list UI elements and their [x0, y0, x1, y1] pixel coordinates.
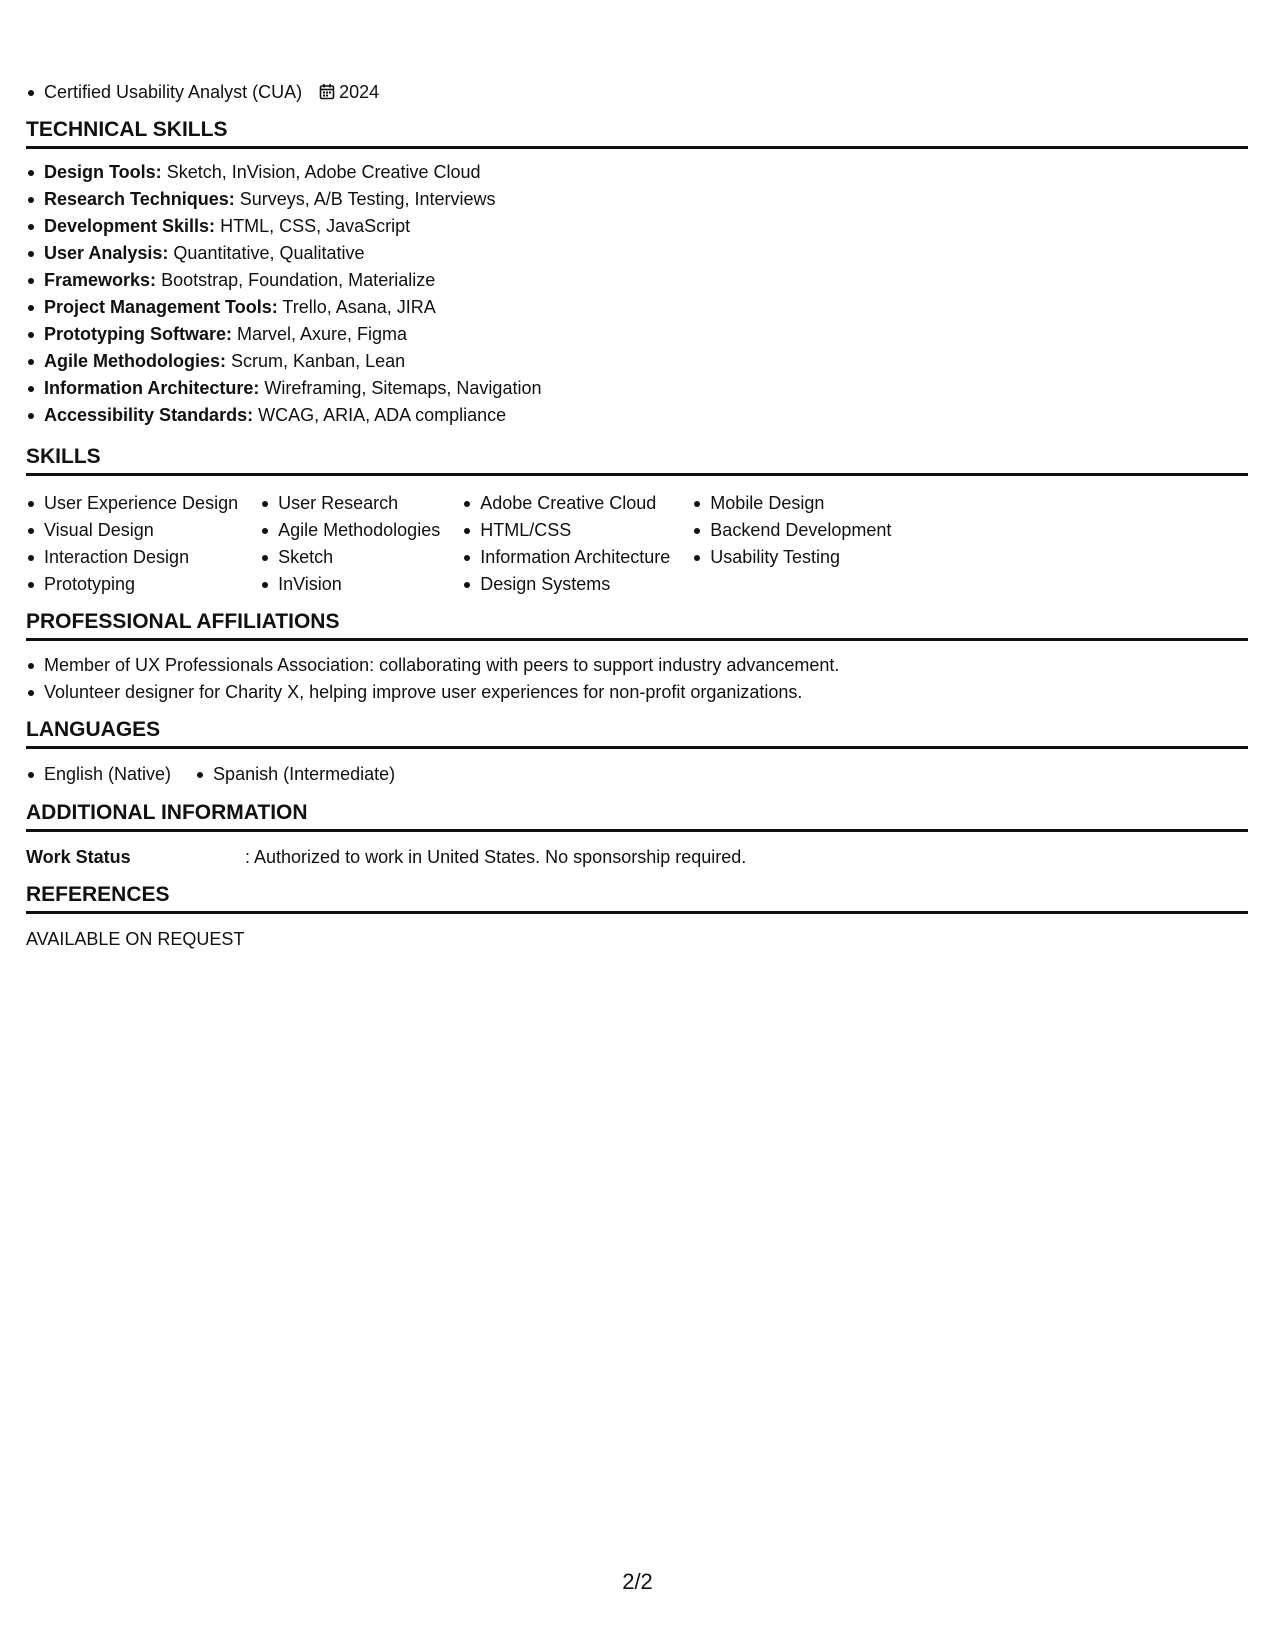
skill-item: InVision — [260, 571, 440, 598]
skills-column — [462, 490, 670, 598]
skills-column — [692, 490, 891, 598]
skill-item: Design Systems — [462, 571, 670, 598]
technical-skill-item — [26, 213, 541, 240]
skill-item: Interaction Design — [26, 544, 238, 571]
certification-year: 2024 — [339, 82, 380, 102]
certification-name: Certified Usability Analyst (CUA) — [44, 82, 303, 102]
skill-value: HTML, CSS, JavaScript — [220, 216, 411, 236]
skill-item: Adobe Creative Cloud — [462, 490, 670, 517]
language-item: English (Native) — [26, 761, 171, 788]
work-status-label: Work Status — [26, 847, 131, 867]
skill-item: User Research — [260, 490, 440, 517]
work-status-value: : Authorized to work in United States. No sponsorship required. — [245, 847, 747, 867]
technical-skill-item — [26, 348, 541, 375]
skills-heading: SKILLS — [26, 443, 1248, 476]
languages-heading: LANGUAGES — [26, 716, 1248, 749]
technical-skill-item — [26, 321, 541, 348]
technical-skill-item — [26, 294, 541, 321]
skills-column — [26, 490, 238, 598]
technical-skill-item — [26, 267, 541, 294]
affiliations-list — [26, 652, 839, 706]
skill-label: User Analysis: — [44, 243, 169, 263]
skill-value: Scrum, Kanban, Lean — [231, 351, 406, 371]
technical-skill-item — [26, 186, 541, 213]
technical-skills-list — [26, 159, 541, 429]
skill-item: Prototyping — [26, 571, 238, 598]
skill-item: Mobile Design — [692, 490, 891, 517]
skill-value: Surveys, A/B Testing, Interviews — [239, 189, 496, 209]
skill-item: User Experience Design — [26, 490, 238, 517]
certification-item — [26, 79, 379, 106]
skill-item: Backend Development — [692, 517, 891, 544]
skill-item: Usability Testing — [692, 544, 891, 571]
skill-label: Frameworks: — [44, 270, 157, 290]
references-heading: REFERENCES — [26, 881, 1248, 914]
skill-item: Sketch — [260, 544, 440, 571]
references-text: AVAILABLE ON REQUEST — [26, 929, 245, 949]
technical-skill-item — [26, 159, 541, 186]
skill-value: Trello, Asana, JIRA — [282, 297, 436, 317]
language-item: Spanish (Intermediate) — [195, 761, 395, 788]
skill-item: Visual Design — [26, 517, 238, 544]
skill-label: Development Skills: — [44, 216, 216, 236]
languages-list — [26, 761, 419, 788]
skill-label: Research Techniques: — [44, 189, 235, 209]
technical-skills-heading: TECHNICAL SKILLS — [26, 116, 1248, 149]
skill-value: Quantitative, Qualitative — [173, 243, 365, 263]
skill-value: Marvel, Axure, Figma — [237, 324, 408, 344]
skill-item: HTML/CSS — [462, 517, 670, 544]
calendar-icon — [319, 83, 335, 100]
skill-label: Accessibility Standards: — [44, 405, 254, 425]
skill-label: Information Architecture: — [44, 378, 260, 398]
skills-column — [260, 490, 440, 598]
skill-value: WCAG, ARIA, ADA compliance — [258, 405, 507, 425]
page-number: 2/2 — [622, 1569, 653, 1594]
skill-value: Wireframing, Sitemaps, Navigation — [264, 378, 542, 398]
technical-skill-item — [26, 240, 541, 267]
skill-item: Agile Methodologies — [260, 517, 440, 544]
technical-skill-item — [26, 375, 541, 402]
skill-label: Prototyping Software: — [44, 324, 232, 344]
affiliation-item: Member of UX Professionals Association: collaborating with peers to support industry advancement. — [26, 652, 839, 679]
skill-label: Design Tools: — [44, 162, 162, 182]
skill-value: Sketch, InVision, Adobe Creative Cloud — [166, 162, 481, 182]
technical-skill-item — [26, 402, 541, 429]
skill-value: Bootstrap, Foundation, Materialize — [161, 270, 436, 290]
skill-label: Project Management Tools: — [44, 297, 278, 317]
skill-label: Agile Methodologies: — [44, 351, 226, 371]
affiliations-heading: PROFESSIONAL AFFILIATIONS — [26, 608, 1248, 641]
skills-grid — [26, 490, 913, 598]
affiliation-item: Volunteer designer for Charity X, helping improve user experiences for non-profit organizations. — [26, 679, 839, 706]
skill-item: Information Architecture — [462, 544, 670, 571]
additional-info-heading: ADDITIONAL INFORMATION — [26, 799, 1248, 832]
